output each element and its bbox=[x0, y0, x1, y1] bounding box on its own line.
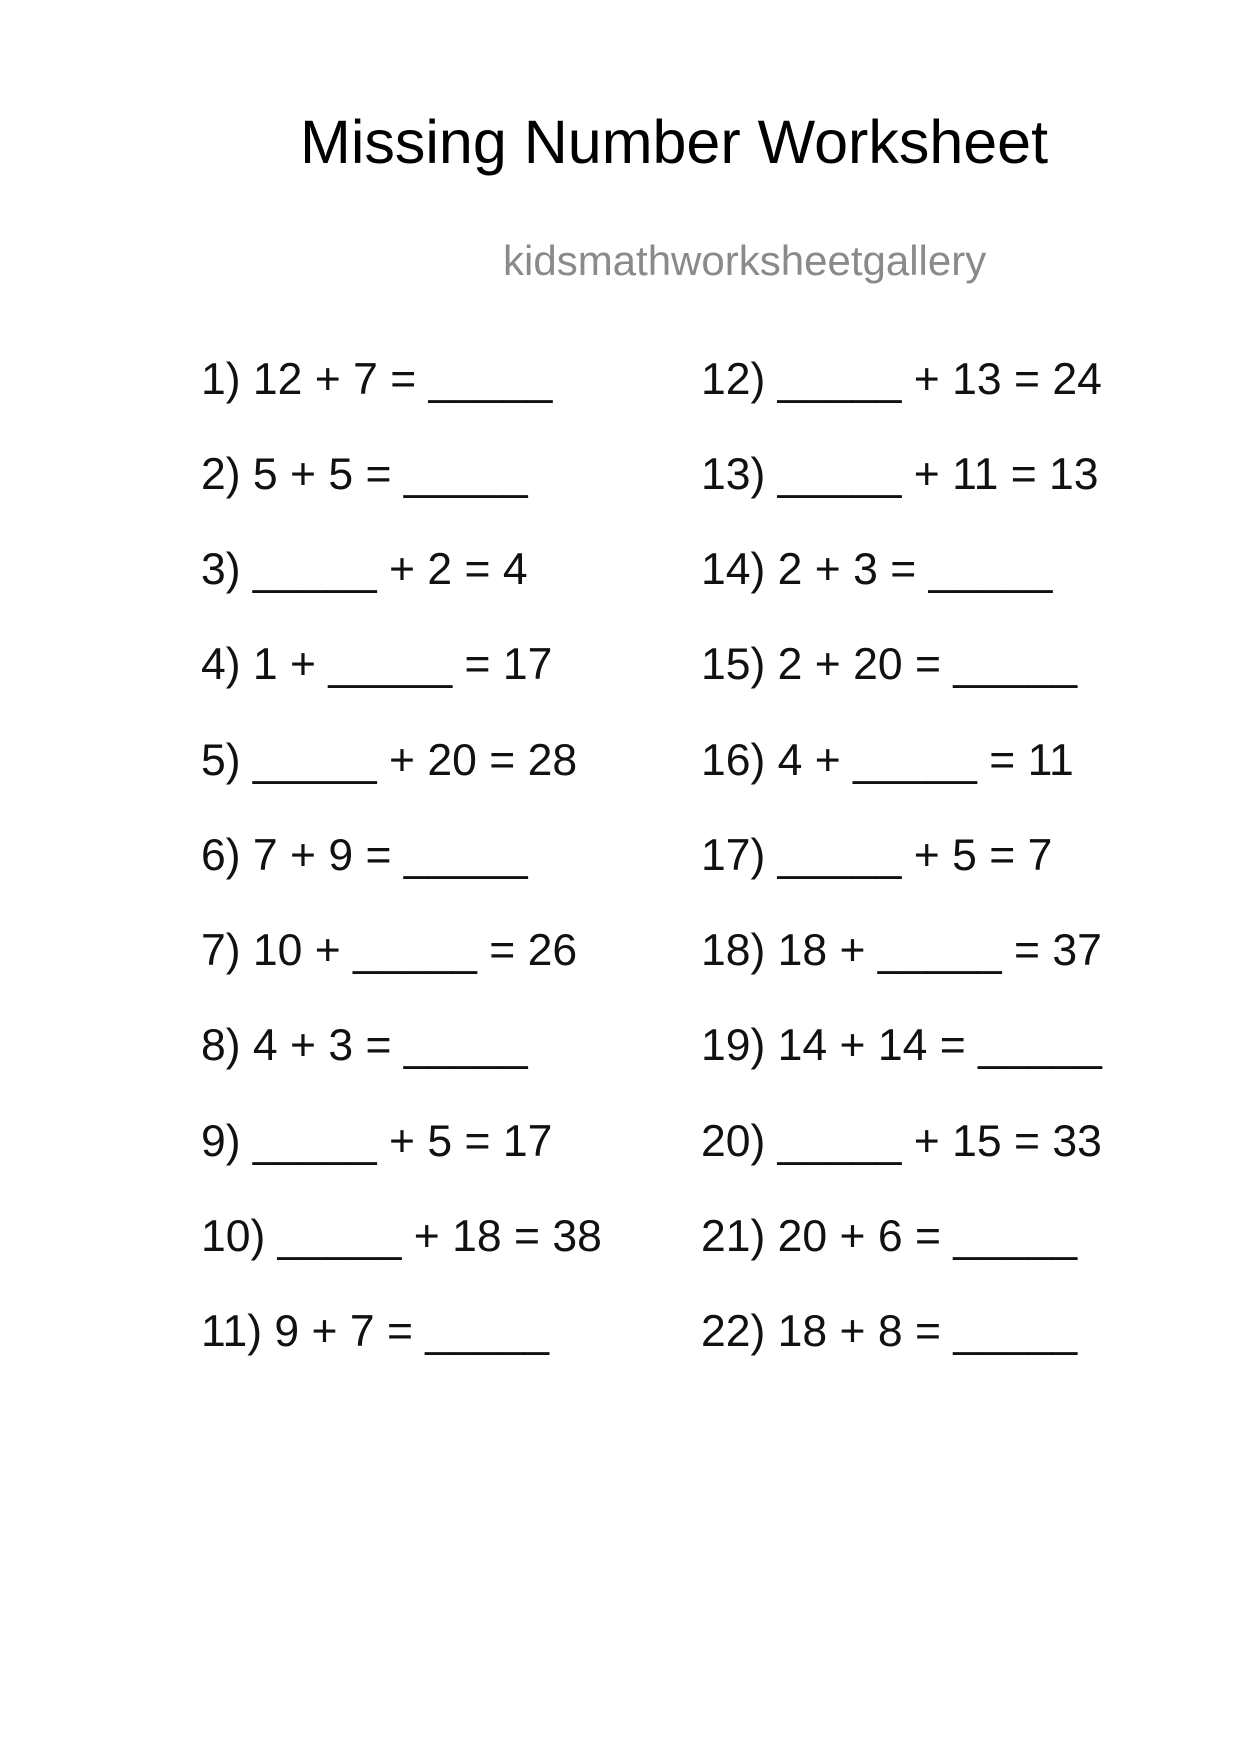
problem-item: 14) 2 + 3 = _____ bbox=[701, 545, 1053, 594]
page-title: Missing Number Worksheet bbox=[300, 108, 1049, 176]
problem-item: 1) 12 + 7 = _____ bbox=[201, 355, 553, 404]
problem-item: 21) 20 + 6 = _____ bbox=[701, 1212, 1078, 1261]
problem-item: 16) 4 + _____ = 11 bbox=[701, 736, 1074, 785]
problem-item: 8) 4 + 3 = _____ bbox=[201, 1021, 528, 1070]
problem-item: 11) 9 + 7 = _____ bbox=[201, 1307, 550, 1356]
page-subtitle: kidsmathworksheetgallery bbox=[503, 237, 987, 284]
problem-item: 5) _____ + 20 = 28 bbox=[201, 736, 578, 785]
problem-item: 20) _____ + 15 = 33 bbox=[701, 1117, 1102, 1166]
problem-item: 12) _____ + 13 = 24 bbox=[701, 355, 1102, 404]
problem-item: 19) 14 + 14 = _____ bbox=[701, 1021, 1102, 1070]
problem-item: 2) 5 + 5 = _____ bbox=[201, 450, 528, 499]
problem-item: 13) _____ + 11 = 13 bbox=[701, 450, 1099, 499]
problem-item: 9) _____ + 5 = 17 bbox=[201, 1117, 553, 1166]
problem-item: 15) 2 + 20 = _____ bbox=[701, 640, 1078, 689]
problem-item: 22) 18 + 8 = _____ bbox=[701, 1307, 1078, 1356]
problem-item: 4) 1 + _____ = 17 bbox=[201, 640, 553, 689]
problem-item: 17) _____ + 5 = 7 bbox=[701, 831, 1053, 880]
problem-item: 10) _____ + 18 = 38 bbox=[201, 1212, 602, 1261]
problem-item: 6) 7 + 9 = _____ bbox=[201, 831, 528, 880]
problem-item: 3) _____ + 2 = 4 bbox=[201, 545, 528, 594]
problem-item: 7) 10 + _____ = 26 bbox=[201, 926, 578, 975]
problem-item: 18) 18 + _____ = 37 bbox=[701, 926, 1102, 975]
